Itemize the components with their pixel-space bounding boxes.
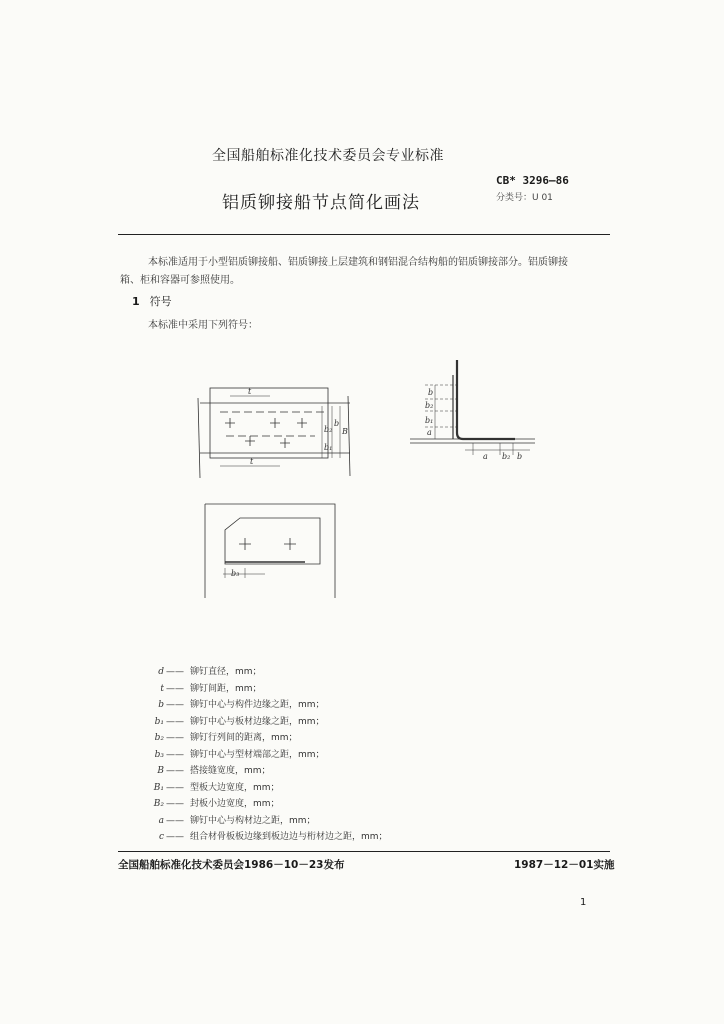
label-t-bottom: t bbox=[250, 457, 254, 466]
intro-paragraph: 本标准适用于小型铝质铆接船、铝质铆接上层建筑和钢铝混合结构船的铝质铆接部分。铝质铆接 bbox=[148, 257, 568, 268]
section-heading bbox=[132, 293, 172, 309]
label-b1: b₁ bbox=[324, 443, 333, 452]
symbol-row: B₁ —— 型板大边宽度，mm； bbox=[153, 782, 280, 793]
header-rule bbox=[118, 234, 610, 235]
symbol-row: t —— 铆钉间距，mm； bbox=[160, 683, 262, 694]
publish-date: 全国船舶标准化技术委员会1986－10－23发布 bbox=[118, 859, 345, 871]
document-title: 铝质铆接船节点简化画法 bbox=[222, 193, 420, 213]
symbol-row: a —— 铆钉中心与构材边之距，mm； bbox=[158, 815, 316, 826]
angle-label-a: a bbox=[483, 452, 488, 461]
plate-label-b3: b₃ bbox=[231, 569, 240, 578]
symbol-row: c —— 组合材骨板板边缘到板边边与桁材边之距，mm； bbox=[158, 832, 388, 842]
label-b2: b₂ bbox=[324, 425, 333, 434]
angle-label-a-left: a bbox=[427, 428, 432, 437]
classification-number: 分类号：U 01 bbox=[496, 193, 553, 203]
label-t-top: t bbox=[248, 387, 252, 396]
angle-label-b-bottom: b bbox=[517, 452, 523, 461]
symbol-row: b₂ —— 铆钉行列间的距离，mm； bbox=[154, 733, 298, 743]
symbol-row: b₃ —— 铆钉中心与型材端部之距，mm； bbox=[154, 749, 325, 760]
angle-label-b2: b₂ bbox=[425, 401, 434, 410]
lap-joint-figure bbox=[190, 378, 360, 478]
symbol-row: b₁ —— 铆钉中心与板材边缘之距，mm； bbox=[154, 716, 325, 727]
angle-label-b: b bbox=[428, 388, 434, 397]
angle-section-figure bbox=[405, 355, 545, 470]
page-number: 1 bbox=[580, 897, 587, 908]
section-number: 1 bbox=[132, 295, 140, 308]
label-B: B bbox=[342, 427, 348, 436]
symbol-row: B₂ —— 封板小边宽度，mm； bbox=[153, 799, 280, 809]
footer-rule bbox=[118, 851, 610, 852]
issuing-organization: 全国船舶标准化技术委员会专业标准 bbox=[212, 148, 444, 164]
angle-label-b1: b₁ bbox=[425, 416, 434, 425]
symbol-row: d —— 铆钉直径，mm； bbox=[158, 667, 262, 677]
label-b: b bbox=[334, 419, 340, 428]
section-lead: 本标准中采用下列符号： bbox=[148, 320, 258, 331]
symbol-list bbox=[150, 664, 388, 846]
symbol-row: b —— 铆钉中心与构件边缘之距，mm； bbox=[158, 700, 325, 710]
standard-code: CB* 3296—86 bbox=[496, 174, 569, 187]
section-title: 符号 bbox=[149, 295, 172, 308]
intro-paragraph-cont: 箱、柜和容器可参照使用。 bbox=[120, 275, 240, 286]
symbol-row: B —— 搭接缝宽度，mm； bbox=[157, 766, 271, 776]
effective-date: 1987－12－01实施 bbox=[514, 859, 615, 871]
angle-label-b2-bottom: b₂ bbox=[502, 452, 511, 461]
plate-corner-figure bbox=[195, 502, 345, 600]
